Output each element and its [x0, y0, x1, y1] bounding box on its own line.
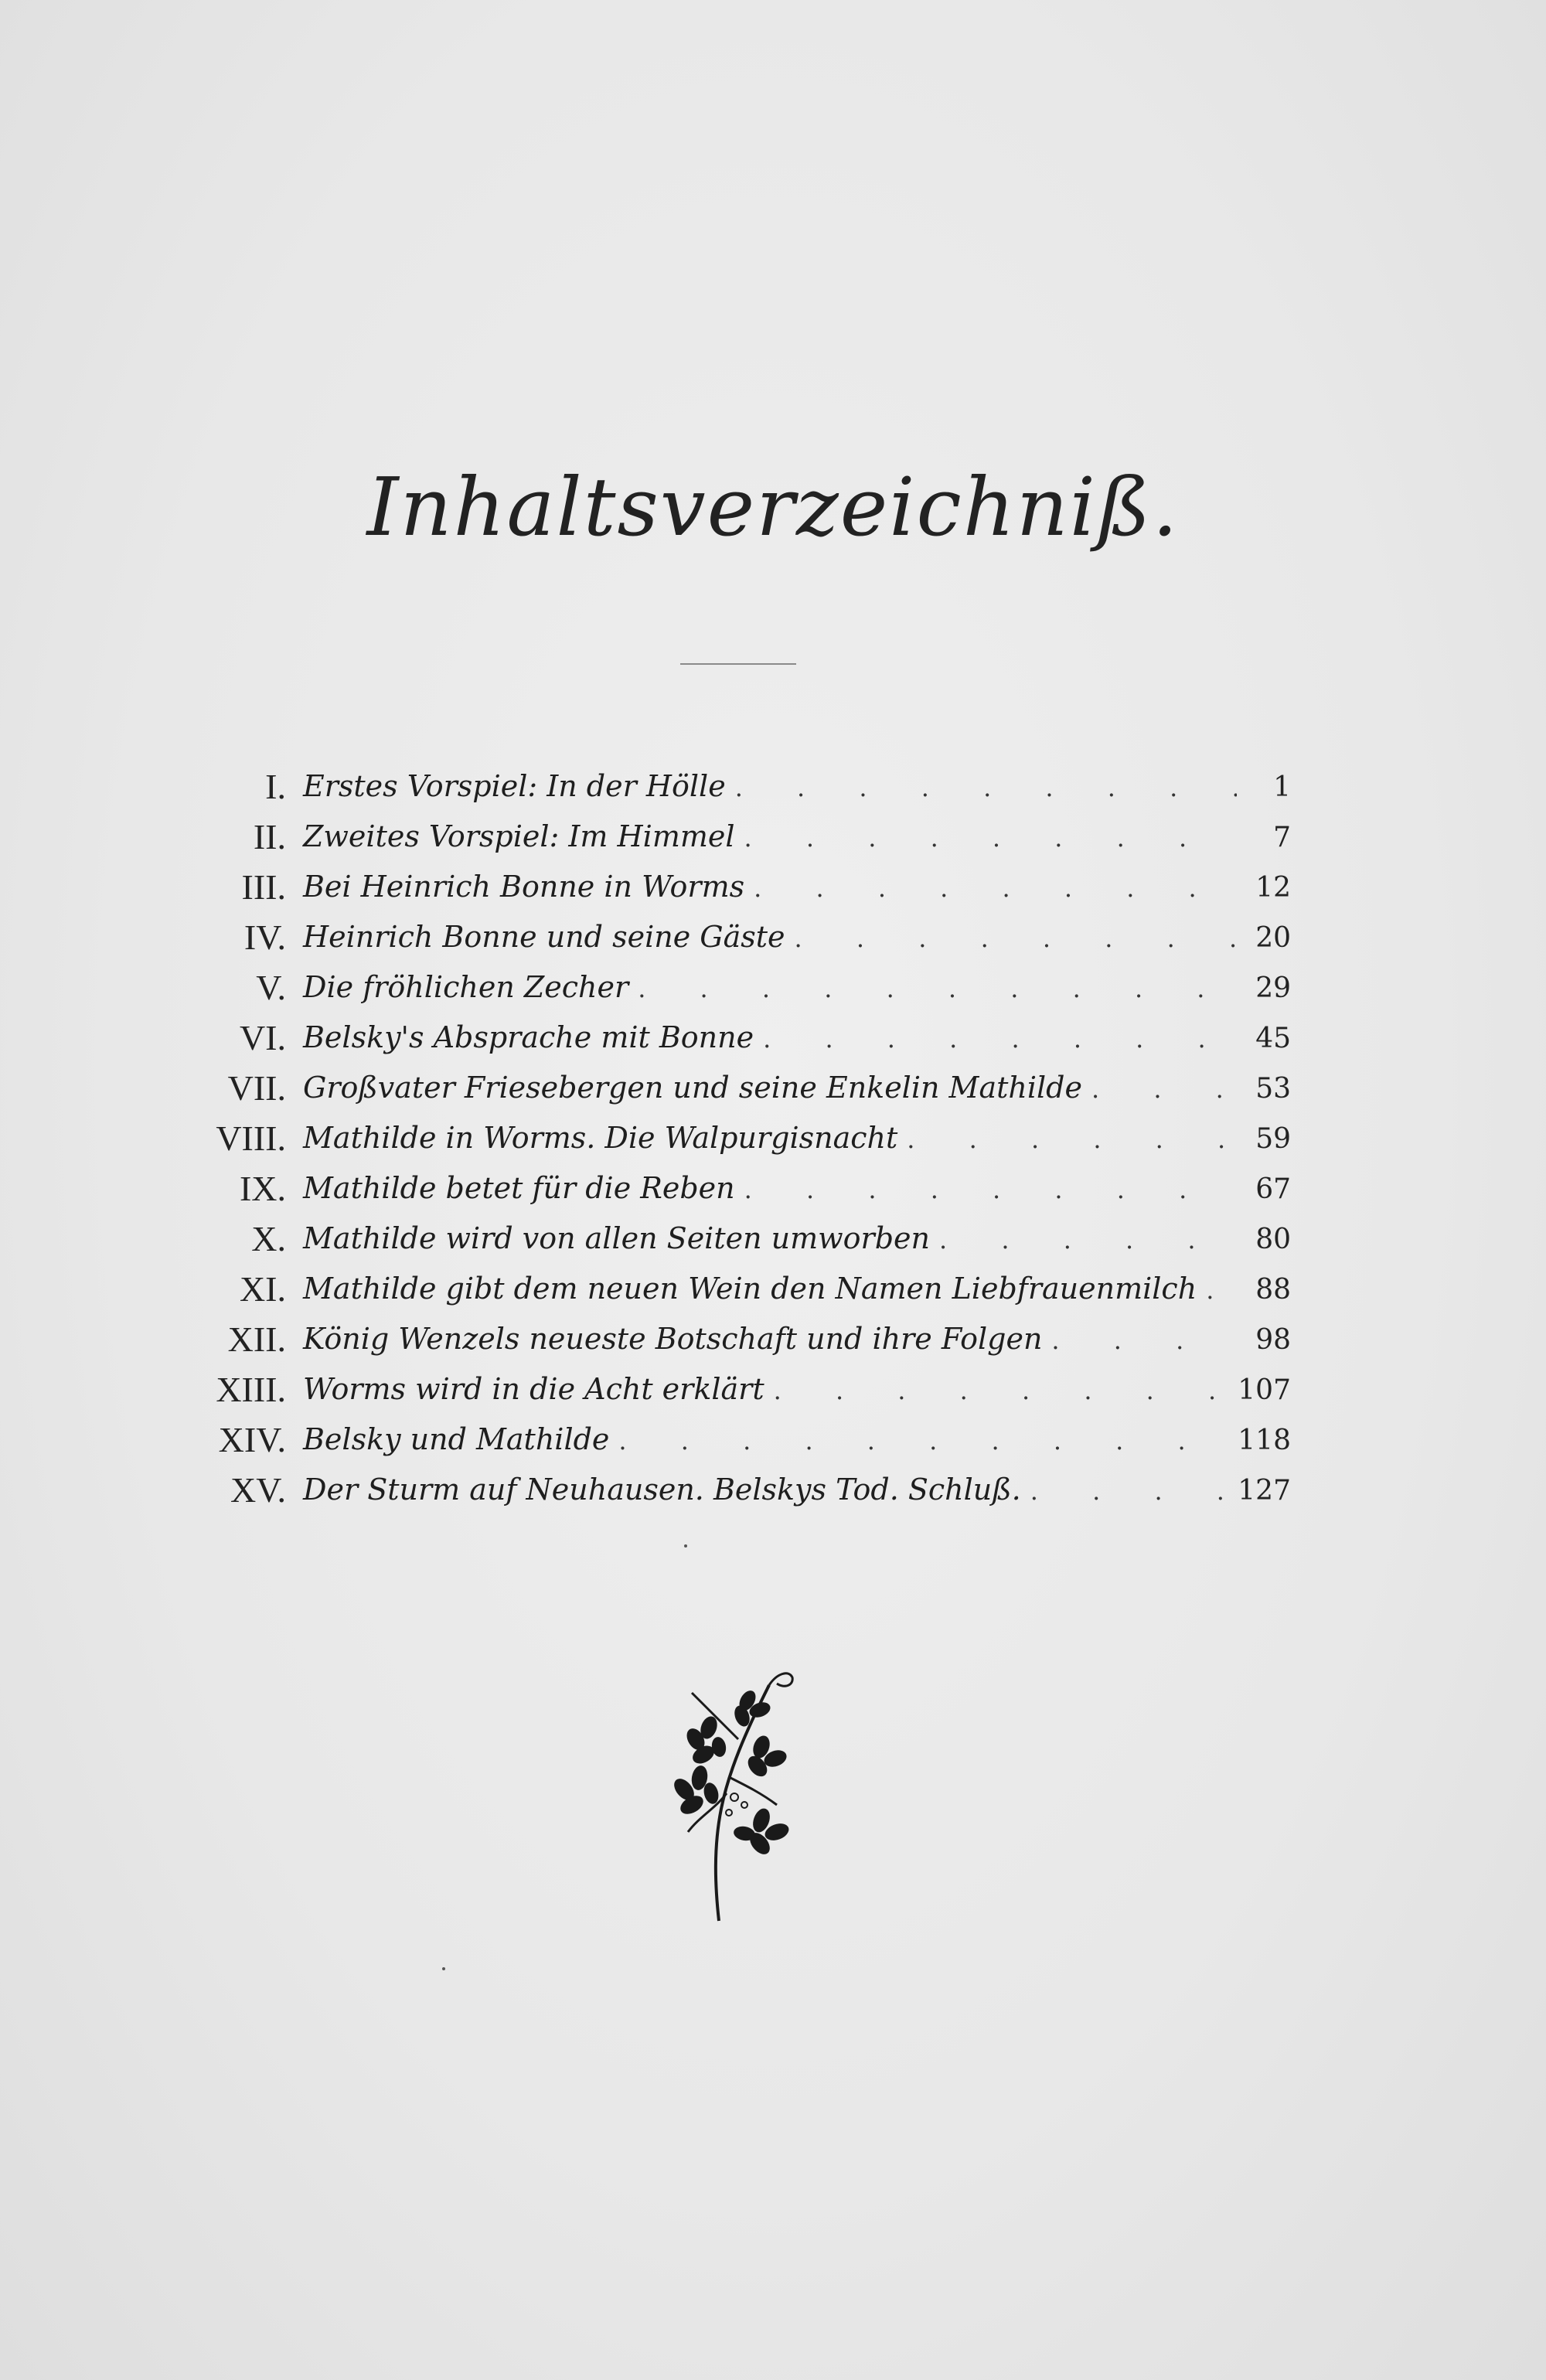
chapter-number: IX. [239, 1169, 286, 1208]
chapter-title: Die fröhlichen Zecher [303, 970, 629, 1004]
chapter-title: Mathilde betet für die Reben [303, 1171, 735, 1205]
paper-speck [684, 1544, 687, 1548]
toc-entry [186, 1013, 1291, 1063]
dot-leader [939, 1215, 1237, 1265]
dot-leader [1091, 1064, 1237, 1115]
dot-leader [1206, 1265, 1237, 1316]
chapter-number: I. [265, 767, 286, 806]
page-number: 45 [1255, 1023, 1291, 1054]
chapter-title: Mathilde in Worms. Die Walpurgisnacht [303, 1121, 898, 1155]
toc-entry [186, 862, 1291, 912]
chapter-number: XI. [239, 1269, 286, 1309]
chapter-number: VIII. [216, 1118, 286, 1158]
page-number: 12 [1255, 872, 1291, 904]
page-number: 80 [1255, 1224, 1291, 1255]
toc-entry [186, 761, 1291, 812]
page-number: 29 [1255, 972, 1291, 1004]
page-number: 127 [1238, 1475, 1291, 1507]
toc-entry [186, 962, 1291, 1013]
chapter-number: XII. [227, 1319, 286, 1359]
page-number: 67 [1255, 1173, 1291, 1205]
page-number: 20 [1255, 922, 1291, 954]
page-number: 53 [1255, 1073, 1291, 1105]
chapter-title: Bei Heinrich Bonne in Worms [303, 870, 745, 904]
chapter-title: Mathilde wird von allen Seiten umworben [303, 1221, 931, 1255]
dot-leader [1030, 1466, 1237, 1517]
dot-leader [735, 763, 1237, 813]
toc-entry [186, 1314, 1291, 1364]
chapter-number: XV. [230, 1470, 286, 1510]
page-number: 59 [1255, 1123, 1291, 1155]
chapter-title: Heinrich Bonne und seine Gäste [303, 920, 785, 954]
page-number: 1 [1273, 771, 1291, 803]
page-number: 107 [1238, 1374, 1291, 1406]
page-title: Inhaltsverzeichniß. [366, 460, 1180, 554]
toc-entry [186, 1264, 1291, 1314]
chapter-title: Belsky und Mathilde [303, 1422, 610, 1456]
chapter-number: IV. [243, 918, 286, 957]
dot-leader [907, 1115, 1237, 1165]
dot-leader [763, 1014, 1237, 1064]
chapter-number: XIII. [216, 1370, 286, 1409]
chapter-number: VI. [239, 1018, 286, 1057]
chapter-title: Erstes Vorspiel: In der Hölle [303, 769, 726, 803]
dot-leader [744, 813, 1237, 863]
chapter-title: König Wenzels neueste Botschaft und ihre Folgen [303, 1322, 1043, 1356]
page-number: 88 [1255, 1274, 1291, 1306]
title-divider [680, 663, 796, 665]
chapter-number: V. [256, 968, 286, 1007]
toc-entry [186, 812, 1291, 862]
paper-speck [442, 1967, 445, 1970]
toc-entry [186, 1465, 1291, 1515]
chapter-title: Zweites Vorspiel: Im Himmel [303, 819, 735, 853]
table-of-contents [186, 761, 1291, 1515]
dot-leader [638, 964, 1237, 1014]
dot-leader [1051, 1316, 1237, 1366]
page-number: 7 [1273, 822, 1291, 853]
toc-entry [186, 1364, 1291, 1415]
chapter-number: III. [241, 867, 286, 907]
chapter-title: Mathilde gibt dem neuen Wein den Namen Liebfrauenmilch [303, 1272, 1197, 1306]
floral-ornament-icon [661, 1654, 800, 1925]
chapter-number: X. [251, 1219, 286, 1258]
dot-leader [774, 1366, 1237, 1416]
toc-entry [186, 1163, 1291, 1214]
toc-entry [186, 1214, 1291, 1264]
chapter-number: II. [253, 817, 286, 856]
toc-entry [186, 1113, 1291, 1163]
chapter-title: Der Sturm auf Neuhausen. Belskys Tod. Schluß. [303, 1473, 1021, 1507]
toc-entry [186, 912, 1291, 962]
chapter-title: Großvater Friesebergen und seine Enkelin Mathilde [303, 1071, 1082, 1105]
toc-entry [186, 1415, 1291, 1465]
dot-leader [744, 1165, 1237, 1215]
toc-entry [186, 1063, 1291, 1113]
chapter-title: Worms wird in die Acht erklärt [303, 1372, 764, 1406]
chapter-title: Belsky's Absprache mit Bonne [303, 1020, 754, 1054]
dot-leader [754, 863, 1237, 914]
page-number: 118 [1238, 1425, 1291, 1456]
chapter-number: VII. [227, 1068, 286, 1108]
dot-leader [795, 914, 1237, 964]
chapter-number: XIV. [218, 1420, 286, 1459]
page-number: 98 [1255, 1324, 1291, 1356]
dot-leader [618, 1416, 1237, 1466]
